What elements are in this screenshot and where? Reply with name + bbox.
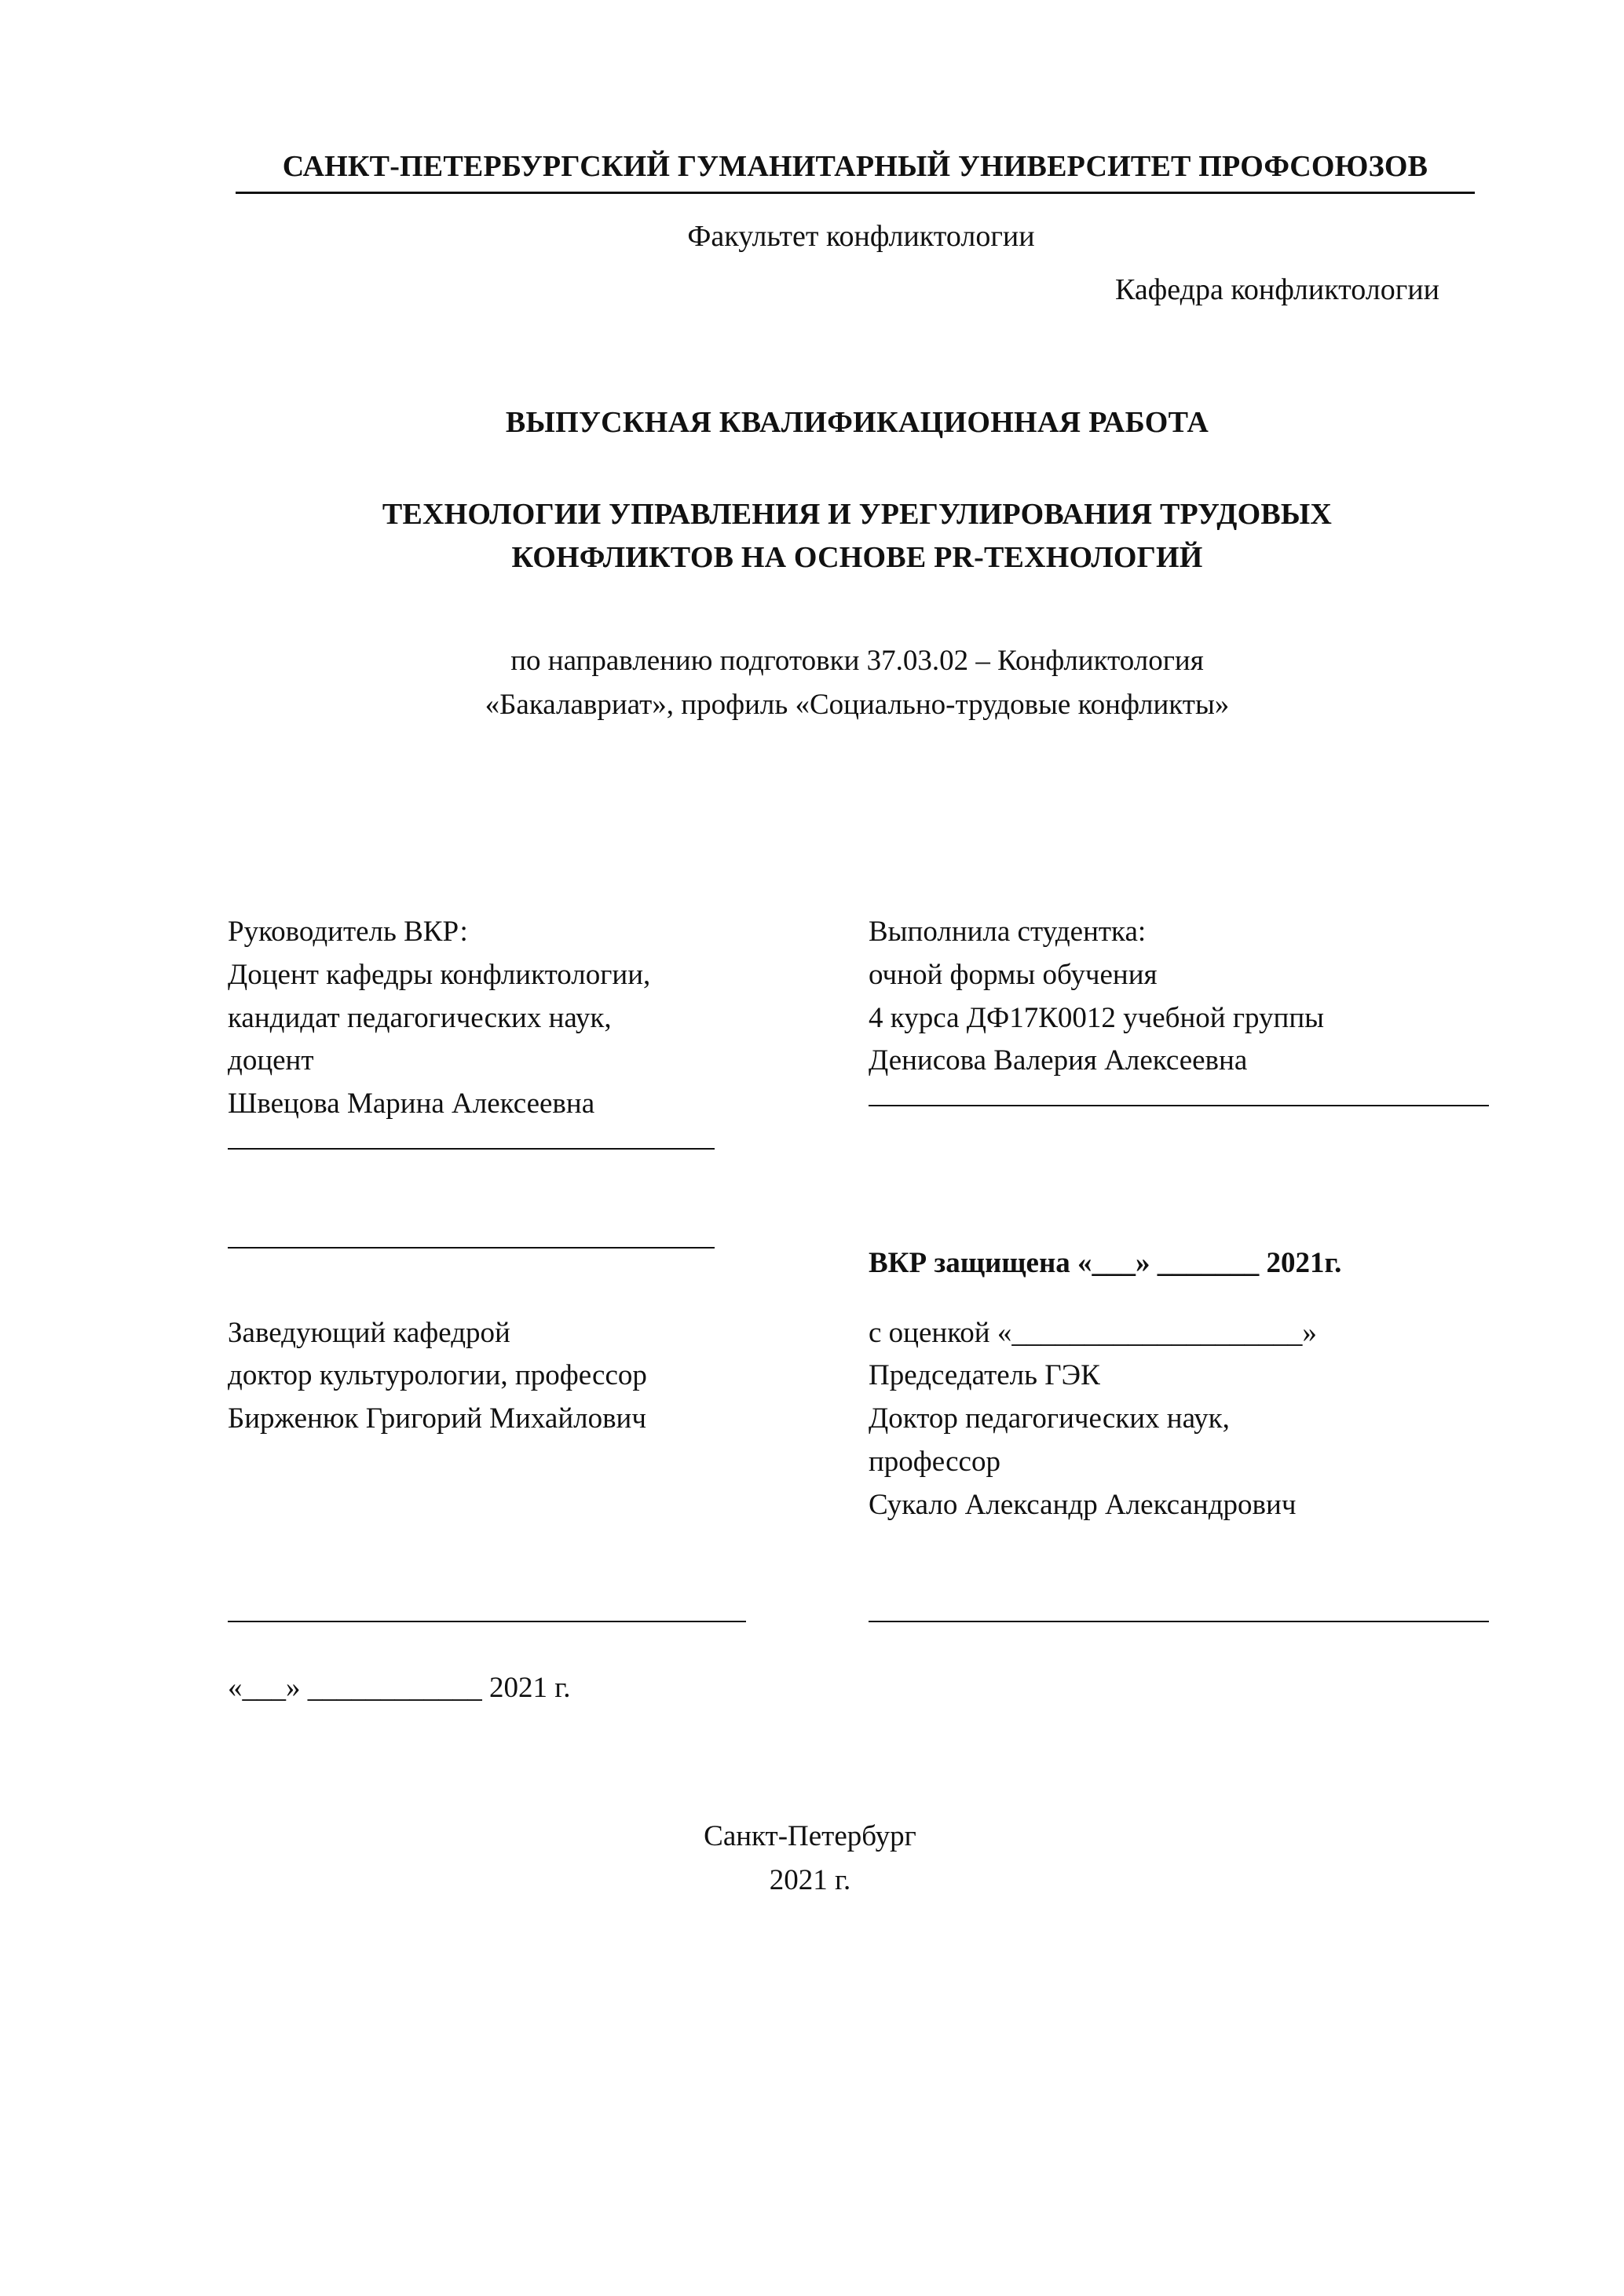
defense-grade: с оценкой «____________________» (869, 1316, 1317, 1349)
footer-city: Санкт-Петербург (704, 1820, 916, 1853)
thesis-title-line-2: КОНФЛИКТОВ НА ОСНОВЕ PR-ТЕХНОЛОГИЙ (511, 541, 1203, 575)
thesis-title-line-1: ТЕХНОЛОГИИ УПРАВЛЕНИЯ И УРЕГУЛИРОВАНИЯ ТРУДОВЫХ (382, 498, 1333, 531)
chair-signature-column (228, 1242, 848, 1285)
defense-label: ВКР защищена «___» _______ 2021г. (869, 1246, 1342, 1279)
bottom-right-signature-rule (869, 1621, 1489, 1622)
defense-column (848, 1242, 1487, 1285)
chair-signature-rule (228, 1247, 715, 1249)
chair-name: Бирженюк Григорий Михайлович (228, 1402, 646, 1435)
student-name: Денисова Валерия Алексеевна (869, 1044, 1248, 1077)
supervisor-column (228, 911, 848, 1150)
supervisor-position-2: кандидат педагогических наук, (228, 1001, 612, 1034)
chair-position: доктор культурологии, профессор (228, 1359, 647, 1392)
commission-column (848, 1312, 1487, 1527)
bottom-left-rule-column (228, 1621, 848, 1622)
supervisor-position-1: Доцент кафедры конфликтологии, (228, 958, 651, 991)
faculty-name: Факультет конфликтологии (687, 220, 1035, 253)
supervisor-position-3: доцент (228, 1044, 314, 1077)
defense-block (228, 1242, 1487, 1285)
supervisor-role: Руководитель ВКР: (228, 916, 468, 949)
chair-commission-block (228, 1312, 1487, 1527)
student-signature-rule (869, 1105, 1489, 1106)
supervisor-name: Швецова Марина Алексеевна (228, 1088, 595, 1121)
commission-role: Председатель ГЭК (869, 1359, 1100, 1392)
program-info (228, 639, 1487, 726)
bottom-right-rule-column (848, 1621, 1489, 1622)
chair-role: Заведующий кафедрой (228, 1316, 510, 1349)
bottom-left-signature-rule (228, 1621, 746, 1622)
supervisor-signature-rule (228, 1148, 715, 1150)
program-profile: «Бакалавриат», профиль «Социально-трудовые конфликты» (485, 688, 1230, 721)
thesis-title (228, 493, 1487, 579)
document-type: ВЫПУСКНАЯ КВАЛИФИКАЦИОННАЯ РАБОТА (505, 406, 1209, 439)
date-line: «___» ____________ 2021 г. (228, 1672, 571, 1705)
footer-year: 2021 г. (769, 1863, 851, 1896)
student-column (848, 911, 1489, 1150)
program-direction: по направлению подготовки 37.03.02 – Конфликтология (510, 645, 1204, 678)
student-form: очной формы обучения (869, 958, 1158, 991)
chair-column (228, 1312, 848, 1527)
bottom-signature-rules (228, 1621, 1487, 1622)
commission-name: Сукало Александр Александрович (869, 1488, 1297, 1521)
student-role: Выполнила студентка: (869, 916, 1147, 949)
commission-degree-1: Доктор педагогических наук, (869, 1402, 1230, 1435)
university-name: САНКТ-ПЕТЕРБУРГСКИЙ ГУМАНИТАРНЫЙ УНИВЕРСИТЕТ ПРОФСОЮЗОВ (236, 149, 1475, 194)
department-name: Кафедра конфликтологии (1114, 273, 1439, 306)
footer-block (228, 1815, 1487, 1902)
student-group: 4 курса ДФ17К0012 учебной группы (869, 1001, 1325, 1034)
commission-degree-2: профессор (869, 1445, 1000, 1478)
supervisor-student-block (228, 911, 1487, 1150)
